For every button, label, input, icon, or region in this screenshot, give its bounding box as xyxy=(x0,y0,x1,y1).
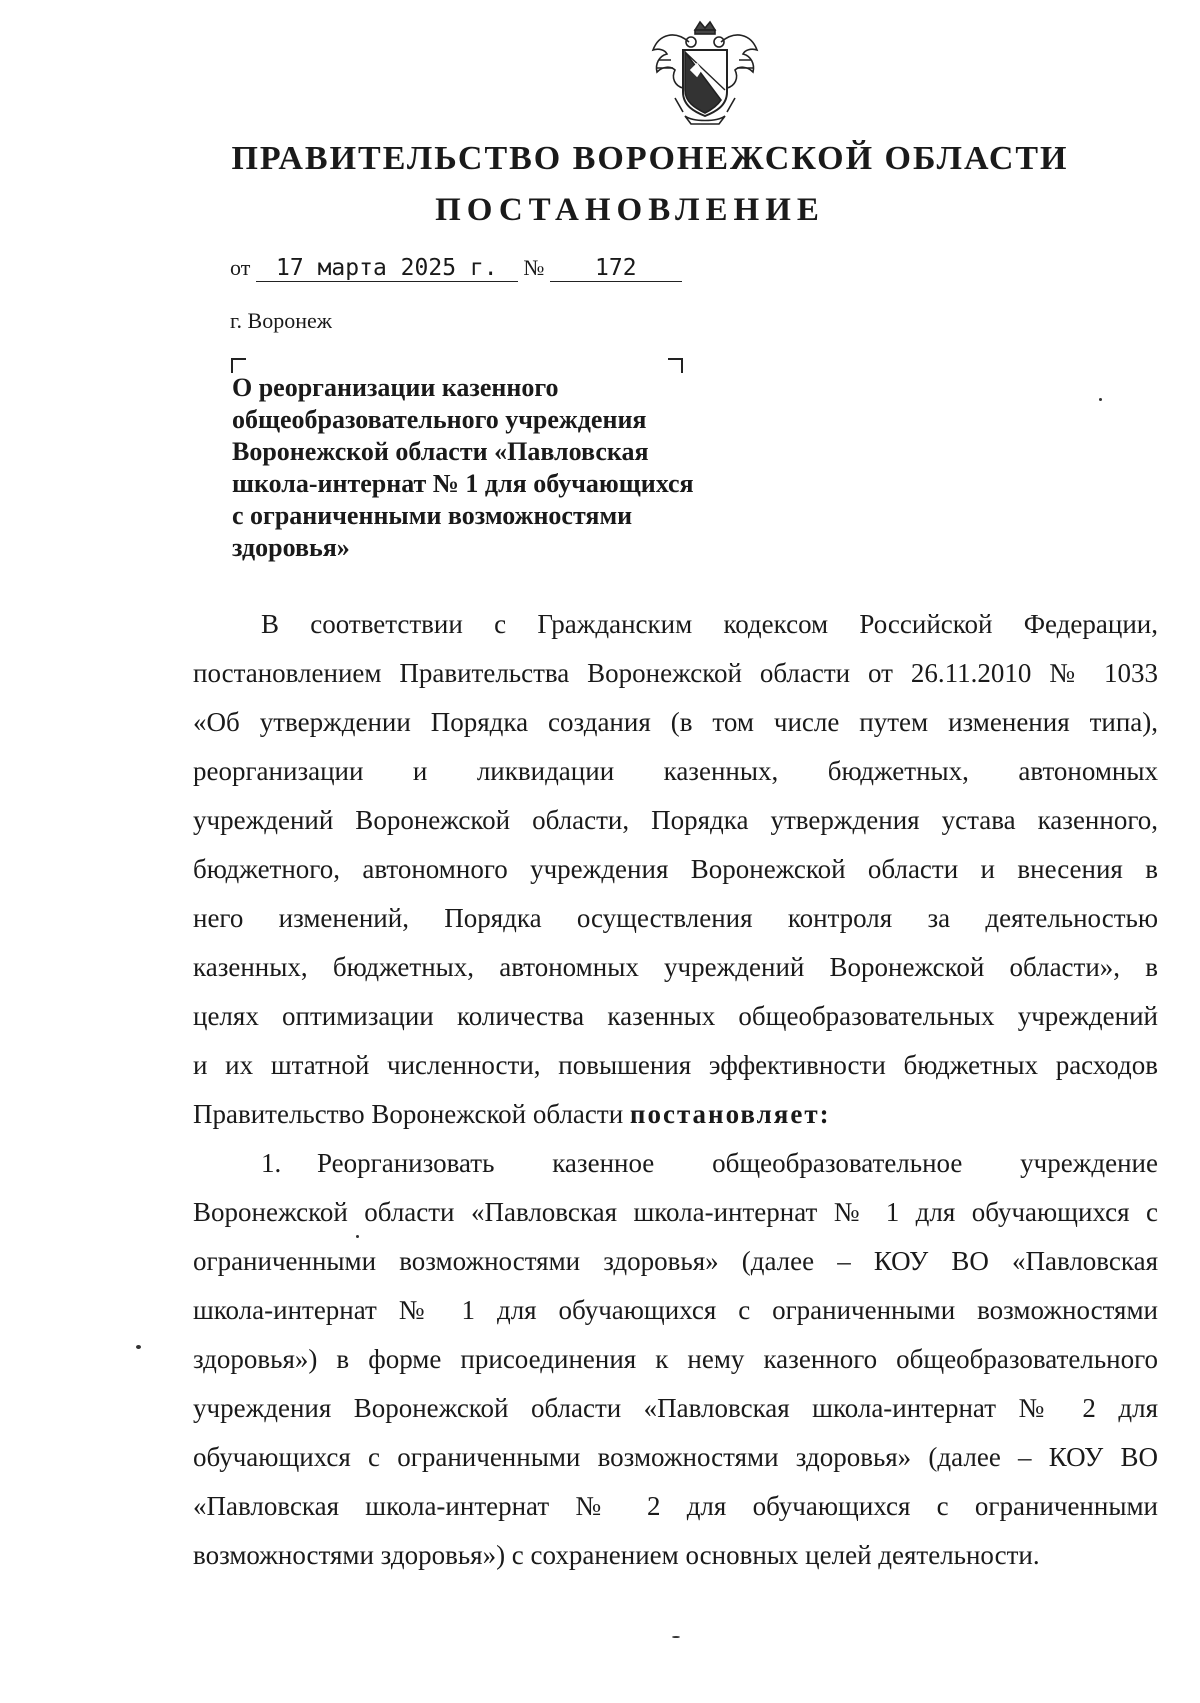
title-bracket-right xyxy=(668,358,683,373)
item1-number: 1. xyxy=(261,1148,282,1178)
preamble-line: целях оптимизации количества казенных общеобразовательных учреждений xyxy=(193,1001,1158,1031)
decides-word: постановляет: xyxy=(629,1099,831,1129)
decree-title xyxy=(232,372,792,564)
item1-line: ограниченными возможностями здоровья» (далее – КОУ ВО «Павловская xyxy=(193,1246,1158,1276)
preamble-line: и их штатной численности, повышения эффективности бюджетных расходов xyxy=(193,1050,1158,1080)
city: г. Воронеж xyxy=(230,308,332,333)
decree-body xyxy=(193,600,1158,1580)
item1-first-text: Реорганизовать казенное общеобразовательное учреждение xyxy=(317,1148,1158,1178)
item1-line: «Павловская школа-интернат № 2 для обучающихся с ограниченными xyxy=(193,1491,1158,1521)
decree-date: 17 марта 2025 г. xyxy=(256,255,518,282)
preamble-line: учреждений Воронежской области, Порядка утверждения устава казенного, xyxy=(193,805,1158,835)
government-name: ПРАВИТЕЛЬСТВО ВОРОНЕЖСКОЙ ОБЛАСТИ xyxy=(231,140,1069,177)
item1-line: школа-интернат № 1 для обучающихся с ограниченными возможностями xyxy=(193,1295,1158,1325)
scan-speck xyxy=(1099,398,1102,401)
number-label: № xyxy=(523,255,545,280)
scan-speck xyxy=(672,1636,680,1638)
preamble-line: казенных, бюджетных, автономных учреждений Воронежской области», в xyxy=(193,952,1158,982)
title-line: Воронежской области «Павловская xyxy=(232,437,649,466)
item1-first-line xyxy=(193,1139,1158,1188)
preamble-last-text: Правительство Воронежской области xyxy=(193,1099,630,1129)
title-line: общеобразовательного учреждения xyxy=(232,405,647,434)
title-line: О реорганизации казенного xyxy=(232,373,559,402)
preamble-line: постановлением Правительства Воронежской области от 26.11.2010 № 1033 xyxy=(193,658,1158,688)
item1-last-line: возможностями здоровья») с сохранением основных целей деятельности. xyxy=(193,1540,1040,1570)
decree-number: 172 xyxy=(550,255,682,282)
preamble-line: него изменений, Порядка осуществления контроля за деятельностью xyxy=(193,903,1158,933)
item1-line: здоровья») в форме присоединения к нему казенного общеобразовательного xyxy=(193,1344,1158,1374)
item1-line: учреждения Воронежской области «Павловская школа-интернат № 2 для xyxy=(193,1393,1158,1423)
title-bracket-left xyxy=(231,358,246,373)
coat-of-arms-icon xyxy=(645,20,765,130)
title-line: здоровья» xyxy=(232,533,350,562)
preamble-line: реорганизации и ликвидации казенных, бюджетных, автономных xyxy=(193,756,1158,786)
date-number-line xyxy=(230,255,682,289)
preamble-line: В соответствии с Гражданским кодексом Российской Федерации, xyxy=(261,609,1158,639)
title-line: с ограниченными возможностями xyxy=(232,501,633,530)
date-label: от xyxy=(230,255,251,280)
title-line: школа-интернат № 1 для обучающихся xyxy=(232,469,694,498)
preamble-line: бюджетного, автономного учреждения Воронежской области и внесения в xyxy=(193,854,1158,884)
item1-line: обучающихся с ограниченными возможностями здоровья» (далее – КОУ ВО xyxy=(193,1442,1158,1472)
item1-line: Воронежской области «Павловская школа-интернат № 1 для обучающихся с xyxy=(193,1197,1158,1227)
preamble-line: «Об утверждении Порядка создания (в том числе путем изменения типа), xyxy=(193,707,1158,737)
preamble-last-line xyxy=(193,1090,1158,1139)
scan-speck xyxy=(356,1235,359,1238)
document-type: ПОСТАНОВЛЕНИЕ xyxy=(435,192,825,228)
scan-speck xyxy=(136,1345,141,1349)
